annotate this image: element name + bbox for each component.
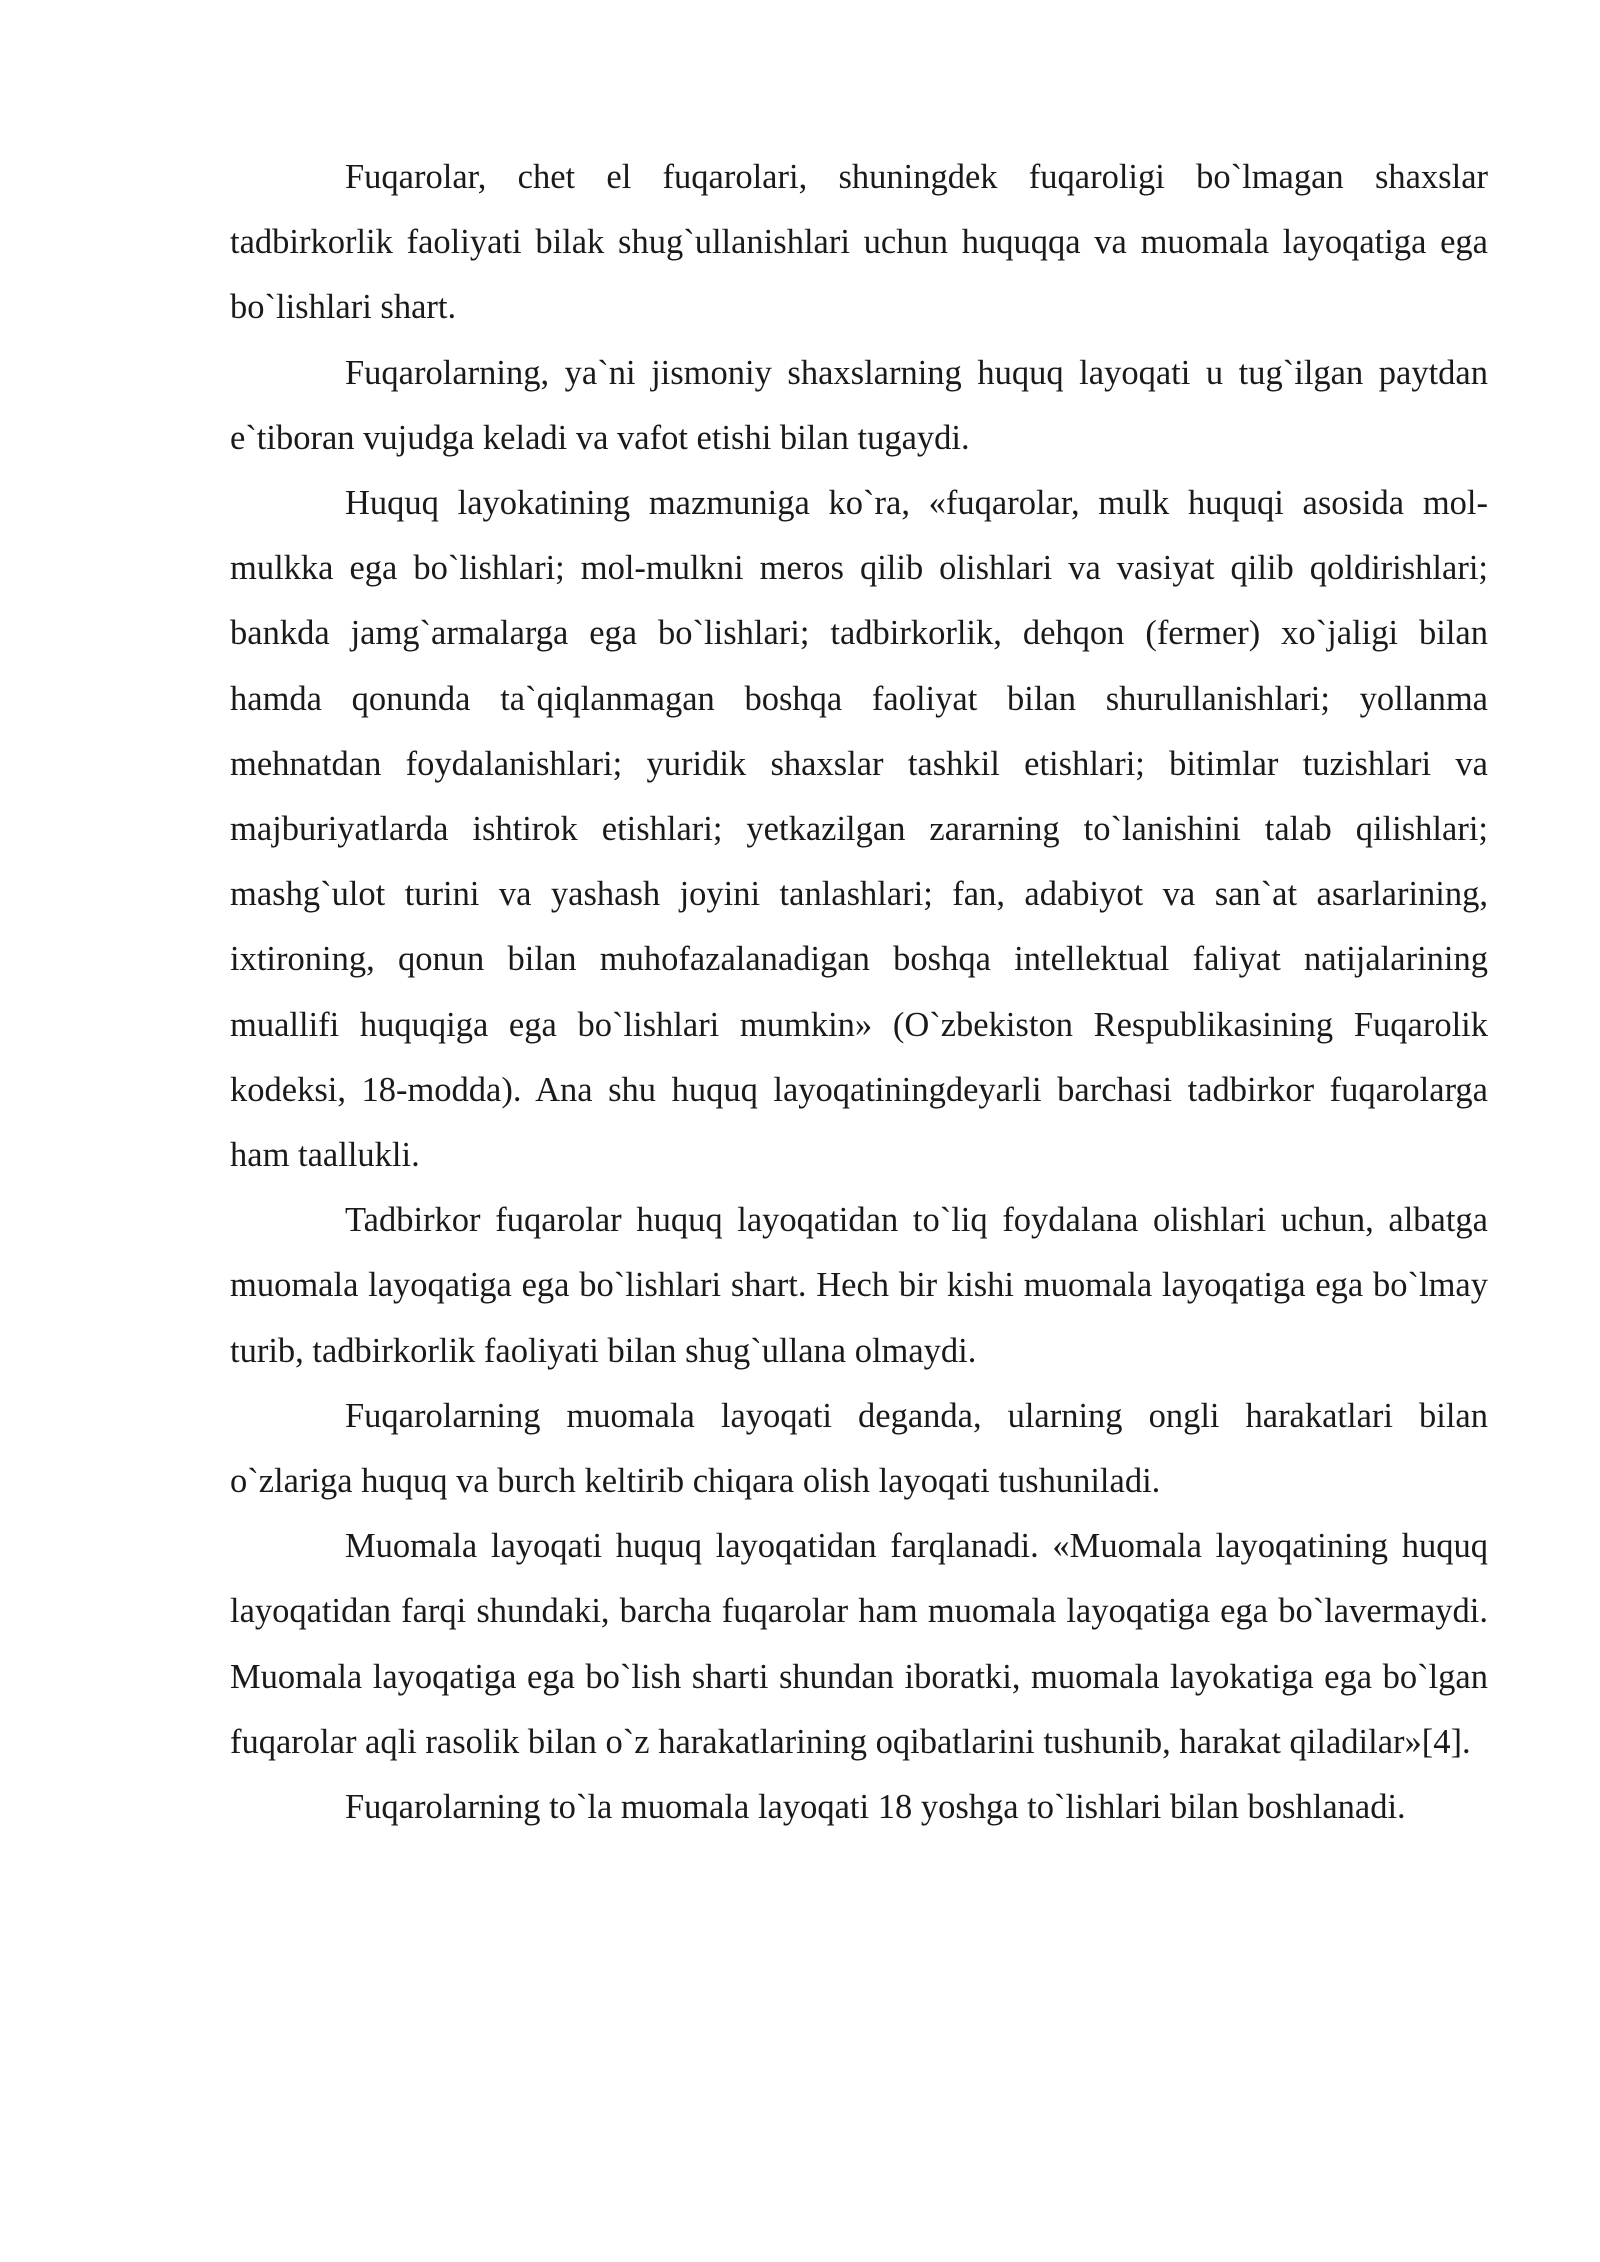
paragraph-1: Fuqarolar, chet el fuqarolari, shuningdek fuqaroligi bo`lmagan shaxslar tadbirkorlik faoliyati bilak shug`ullanishlari uchun huquqqa va muomala layoqatiga ega bo`lishlari shart. xyxy=(230,158,1488,327)
body-text xyxy=(230,145,1488,1840)
paragraph-3: Huquq layokatining mazmuniga ko`ra, «fuqarolar, mulk huquqi asosida mol-mulkka ega bo`lishlari; mol-mulkni meros qilib olishlari va vasiyat qilib qoldirishlari; bankda jamg`armalarga ega bo`lishlari; tadbirkorlik, dehqon (fermer) xo`jaligi bilan hamda qonunda ta`qiqlanmagan boshqa faoliyat bilan shurullanishlari; yollanma mehnatdan foydalanishlari; yuridik shaxslar tashkil etishlari; bitimlar tuzishlari va majburiyatlarda ishtirok etishlari; yetkazilgan zararning to`lanishini talab qilishlari; mashg`ulot turini va yashash joyini tanlashlari; fan, adabiyot va san`at asarlarining, ixtironing, qonun bilan muhofazalanadigan boshqa intellektual faliyat natijalarining muallifi huquqiga ega bo`lishlari mumkin» (O`zbekiston Respublikasining Fuqarolik kodeksi, 18-modda). Ana shu huquq layoqatiningdeyarli barchasi tadbirkor fuqarolarga ham taallukli. xyxy=(230,484,1488,1175)
paragraph-2: Fuqarolarning, ya`ni jismoniy shaxslarning huquq layoqati u tug`ilgan paytdan e`tiboran vujudga keladi va vafot etishi bilan tugaydi. xyxy=(230,353,1488,457)
paragraph-4: Tadbirkor fuqarolar huquq layoqatidan to`liq foydalana olishlari uchun, albatga muomala layoqatiga ega bo`lishlari shart. Hech bir kishi muomala layoqatiga ega bo`lmay turib, tadbirkorlik faoliyati bilan shug`ullana olmaydi. xyxy=(230,1201,1488,1370)
paragraph-5: Fuqarolarning muomala layoqati deganda, ularning ongli harakatlari bilan o`zlariga huquq va burch keltirib chiqara olish layoqati tushuniladi. xyxy=(230,1396,1488,1501)
paragraph-6: Muomala layoqati huquq layoqatidan farqlanadi. «Muomala layoqatining huquq layoqatidan farqi shundaki, barcha fuqarolar ham muomala layoqatiga ega bo`lavermaydi. Muomala layoqatiga ega bo`lish sharti shundan iboratki, muomala layokatiga ega bo`lgan fuqarolar aqli rasolik bilan o`z harakatlarining oqibatlarini tushunib, harakat qiladilar»[4]. xyxy=(230,1527,1488,1761)
paragraph-7: Fuqarolarning to`la muomala layoqati 18 yoshga to`lishlari bilan boshlanadi. xyxy=(345,1788,1406,1827)
